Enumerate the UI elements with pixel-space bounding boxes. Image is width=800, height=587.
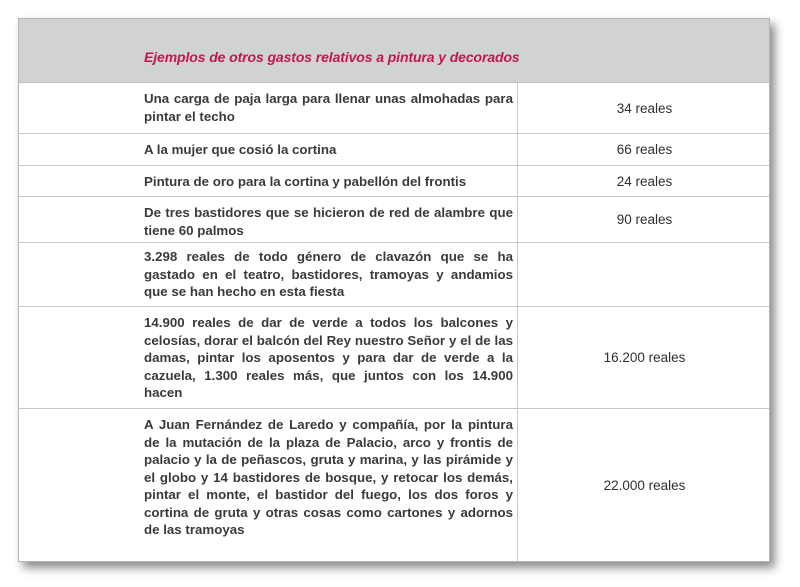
expense-amount: 66 reales xyxy=(616,142,673,157)
expense-amount: 16.200 reales xyxy=(603,350,686,365)
table-title: Ejemplos de otros gastos relativos a pintura y decorados xyxy=(144,49,520,65)
expense-amount: 24 reales xyxy=(616,173,673,189)
table-body xyxy=(19,83,769,562)
table-row xyxy=(19,166,769,197)
table-row xyxy=(19,307,769,409)
table-row xyxy=(19,409,769,562)
table-row xyxy=(19,243,769,307)
expense-description: Una carga de paja larga para llenar unas almohadas para pintar el techo xyxy=(19,83,518,133)
expense-description: 14.900 reales de dar de verde a todos los balcones y celosías, dorar el balcón del Rey nuestro Señor y el de las damas, pintar los aposentos y para dar de verde a la cazuela, 1.300 reales más, que juntos con los 14.900 hacen xyxy=(19,307,518,408)
expense-amount: 22.000 reales xyxy=(603,478,686,493)
table-row xyxy=(19,134,769,166)
table-header xyxy=(19,19,769,83)
expense-amount xyxy=(518,243,769,306)
expense-description: Pintura de oro para la cortina y pabellón del frontis xyxy=(19,166,518,196)
expense-description: De tres bastidores que se hicieron de red de alambre que tiene 60 palmos xyxy=(19,197,518,242)
table-row xyxy=(19,197,769,243)
expenses-table xyxy=(18,18,770,562)
expense-amount: 34 reales xyxy=(616,100,673,116)
expense-amount: 90 reales xyxy=(616,212,673,227)
expense-description: A Juan Fernández de Laredo y compañía, por la pintura de la mutación de la plaza de Palacio, arco y frontis de palacio y la de peñascos, gruta y marina, y las pirámide y el globo y 14 bastidores de bosque, y retocar los demás, pintar el monte, el bastidor del fuego, los dos foros y cortina de gruta y otras cosas como cartones y adornos de las tramoyas xyxy=(19,409,518,562)
expense-description: A la mujer que cosió la cortina xyxy=(19,134,518,165)
expense-description: 3.298 reales de todo género de clavazón que se ha gastado en el teatro, bastidores, tramoyas y andamios que se han hecho en esta fiesta xyxy=(19,243,518,306)
table-row xyxy=(19,83,769,134)
